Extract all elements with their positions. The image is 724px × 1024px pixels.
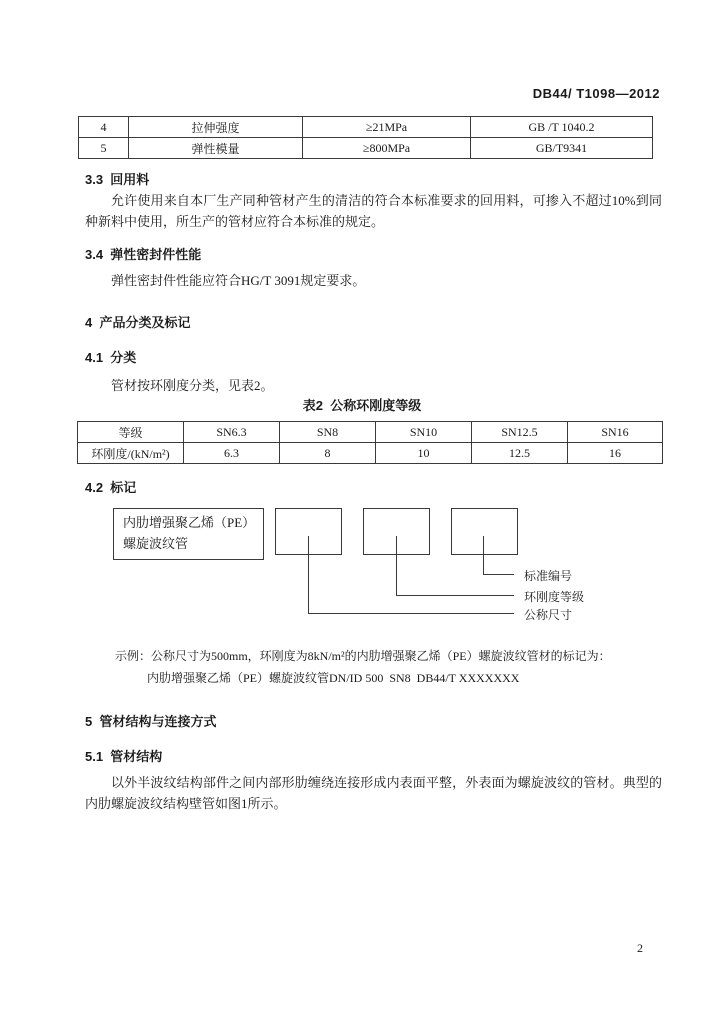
table-cell-standard: GB /T 1040.2 (471, 117, 653, 138)
marking-designation-diagram (0, 505, 724, 645)
table-cell-requirement: ≥800MPa (303, 138, 471, 159)
heading-5-1: 5.1 管材结构 (85, 749, 163, 764)
table-row (78, 443, 663, 464)
heading-4: 4 产品分类及标记 (85, 315, 191, 330)
label-standard-number: 标准编号 (524, 569, 573, 583)
label-ring-stiffness-grade: 环刚度等级 (524, 590, 585, 604)
table-cell-standard: GB/T9341 (471, 138, 653, 159)
product-name-line1: 内肋增强聚乙烯（PE） (123, 515, 256, 530)
table-row (79, 117, 653, 138)
example-line1: 示例：公称尺寸为500mm，环刚度为8kN/m²的内肋增强聚乙烯（PE）螺旋波纹管材的标记为： (115, 649, 611, 663)
heading-3-3: 3.3 回用料 (85, 172, 150, 187)
heading-4-2: 4.2 标记 (85, 480, 137, 495)
leader-line-vertical-stiffness (396, 536, 397, 595)
table2-caption: 表2 公称环刚度等级 (302, 398, 422, 413)
table-cell: 8 (280, 443, 376, 464)
table-cell: SN16 (568, 422, 663, 443)
paragraph-5-1: 以外半波纹结构部件之间内部形肋缠绕连接形成内表面平整，外表面为螺旋波纹的管材。典型的内肋螺旋波纹结构壁管如图1所示。 (85, 775, 662, 811)
table-cell-requirement: ≥21MPa (303, 117, 471, 138)
table-row (78, 422, 663, 443)
paragraph-4-1: 管材按环刚度分类，见表2。 (111, 378, 274, 393)
standard-number-header: DB44/ T1098—2012 (532, 86, 660, 101)
leader-line-horizontal-stiffness (396, 595, 514, 596)
heading-5: 5 管材结构与连接方式 (85, 714, 217, 729)
table-cell: 12.5 (472, 443, 568, 464)
paragraph-3-4: 弹性密封件性能应符合HG/T 3091规定要求。 (111, 273, 366, 288)
table-cell: SN12.5 (472, 422, 568, 443)
heading-4-1: 4.1 分类 (85, 350, 137, 365)
paragraph-3-3: 允许使用来自本厂生产同种管材产生的清洁的符合本标准要求的回用料，可掺入不超过10%到同种新料中使用，所生产的管材应符合本标准的规定。 (85, 193, 662, 229)
table-cell-grade-label: 等级 (78, 422, 184, 443)
table-cell: 6.3 (184, 443, 280, 464)
page-number: 2 (637, 941, 643, 955)
table-cell-no: 4 (79, 117, 129, 138)
table-cell-no: 5 (79, 138, 129, 159)
table-cell-item: 拉伸强度 (129, 117, 303, 138)
product-name-box (113, 508, 264, 560)
material-properties-table (78, 116, 653, 159)
table-cell-stiffness-label: 环刚度/(kN/m²) (78, 443, 184, 464)
leader-line-horizontal-size (308, 613, 514, 614)
ring-stiffness-table (77, 421, 663, 464)
leader-line-vertical-size (308, 536, 309, 613)
product-name-line2: 螺旋波纹管 (123, 536, 189, 551)
leader-line-vertical-standard (483, 536, 484, 574)
heading-3-4: 3.4 弹性密封件性能 (85, 247, 202, 262)
table-cell: 10 (376, 443, 472, 464)
table-cell: SN6.3 (184, 422, 280, 443)
table-cell: 16 (568, 443, 663, 464)
table-cell: SN10 (376, 422, 472, 443)
example-line2: 内肋增强聚乙烯（PE）螺旋波纹管DN/ID 500 SN8 DB44/T XXXXXXX (147, 671, 520, 685)
table-cell-item: 弹性模量 (129, 138, 303, 159)
leader-line-horizontal-standard (483, 574, 514, 575)
designation-slot-standard (451, 508, 518, 555)
label-nominal-size: 公称尺寸 (524, 608, 573, 622)
table-cell: SN8 (280, 422, 376, 443)
table-row (79, 138, 653, 159)
